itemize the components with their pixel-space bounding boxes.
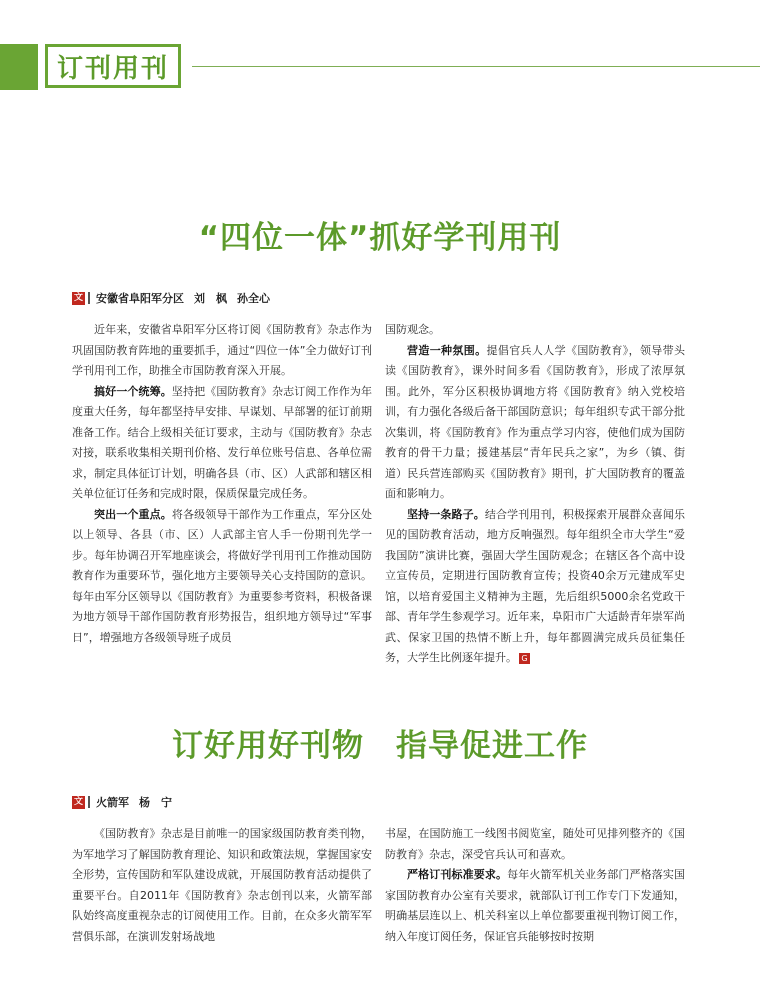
paragraph-heading: 营造一种氛围。	[407, 343, 487, 357]
byline-divider	[88, 292, 90, 304]
paragraph-heading: 严格订刊标准要求。	[407, 868, 508, 881]
paragraph: 《国防教育》杂志是目前唯一的国家级国防教育类刊物，为军地学习了解国防教育理论、知识和政策法规，掌握国家安全形势，宣传国防和军队建设成就，开展国防教育活动提供了重要平台。自2011年《国防教育》杂志创刊以来，火箭军部队始终高度重视杂志的订阅使用工作。目前，在众多火箭军军营俱乐部，在演训发射场战地	[72, 827, 372, 943]
article2-unit: 火箭军	[96, 796, 129, 809]
paragraph: 书屋，在国防施工一线图书阅览室，随处可见排列整齐的《国防教育》杂志，深受官兵认可和喜欢。	[385, 827, 685, 861]
paragraph: 搞好一个统筹。坚持把《国防教育》杂志订阅工作作为年度重大任务，每年都坚持早安排、早谋划、早部署的征订前期准备工作。结合上级相关征订要求，主动与《国防教育》杂志对接，联系收集相关期刊价格、发行单位账号信息、各单位需求，制定具体征订计划，明确各县（市、区）人武部和辖区相关单位征订任务和完成时限，保质保量完成任务。	[72, 384, 372, 500]
article1-right-column	[385, 320, 685, 669]
paragraph-heading: 坚持一条路子。	[407, 507, 485, 521]
article2-author1: 杨 宁	[139, 796, 172, 809]
article1-author2: 孙全心	[237, 292, 270, 305]
header-green-block	[0, 44, 38, 90]
paragraph: 坚持一条路子。结合学刊用刊，积极探索开展群众喜闻乐见的国防教育活动，地方反响强烈。每年组织全市大学生“爱我国防”演讲比赛，强固大学生国防观念；在辖区各个高中设立宣传员，定期进行国防教育宣传；投资40余万元建成军史馆，以培育爱国主义精神为主题，先后组织5000余名党政干部、青年学生参观学习。近年来，阜阳市广大适龄青年崇军尚武、保家卫国的热情不断上升，每年都圆满完成兵员征集任务，大学生比例逐年提升。 G	[385, 507, 685, 664]
paragraph: 突出一个重点。将各级领导干部作为工作重点，军分区处以上领导、各县（市、区）人武部主官人手一份期刊先学一步。每年协调召开军地座谈会，将做好学刊用刊工作推动国防教育作为重要环节，强化地方主要领导关心支持国防的意识。每年由军分区领导以《国防教育》为重要参考资料，积极备课为地方领导干部作国防教育形势报告，组织地方领导过“军事日”，增强地方各级领导班子成员	[72, 507, 372, 644]
section-label	[45, 44, 181, 88]
article1-unit: 安徽省阜阳军分区	[96, 292, 184, 305]
end-mark-icon: G	[519, 653, 530, 664]
paragraph: 国防观念。	[385, 323, 440, 336]
paragraph: 严格订刊标准要求。每年火箭军机关业务部门严格落实国家国防教育办公室有关要求，就部队订刊工作专门下发通知，明确基层连以上、机关科室以上单位都要重视刊物订阅工作，纳入年度订阅任务，保证官兵能够按时按期	[385, 868, 685, 943]
section-label-text: 订刊用刊	[56, 53, 169, 84]
article2-text-tag: 文	[73, 796, 83, 807]
article1-left-column	[72, 320, 372, 648]
article2-right-column	[385, 824, 685, 947]
header-rule	[192, 66, 760, 67]
paragraph: 近年来，安徽省阜阳军分区将订阅《国防教育》杂志作为巩固国防教育阵地的重要抓手，通过“四位一体”全力做好订刊学刊用刊工作，助推全市国防教育深入开展。	[72, 323, 372, 377]
article1-title: “四位一体”抓好学刊用刊	[198, 220, 562, 256]
paragraph: 营造一种氛围。提倡官兵人人学《国防教育》，领导带头读《国防教育》，课外时间多看《国防教育》，形成了浓厚氛围。此外，军分区积极协调地方将《国防教育》纳入党校培训，有力强化各级后备干部国防意识；每年组织专武干部分批次集训，将《国防教育》作为重点学习内容，使他们成为国防教育的骨干力量；援建基层“青年民兵之家”，为乡（镇、街道）民兵营连部购买《国防教育》期刊，扩大国防教育的覆盖面和影响力。	[385, 343, 686, 500]
paragraph-heading: 搞好一个统筹。	[94, 384, 172, 398]
article2-byline	[72, 795, 172, 809]
article1-byline	[72, 291, 270, 305]
article2-left-column	[72, 824, 372, 947]
article1-author1: 刘 枫	[194, 292, 227, 305]
paragraph-heading: 突出一个重点。	[94, 507, 172, 521]
byline-divider	[88, 796, 90, 808]
article1-text-tag: 文	[73, 292, 83, 303]
article2-title: 订好用好刊物 指导促进工作	[172, 728, 588, 764]
